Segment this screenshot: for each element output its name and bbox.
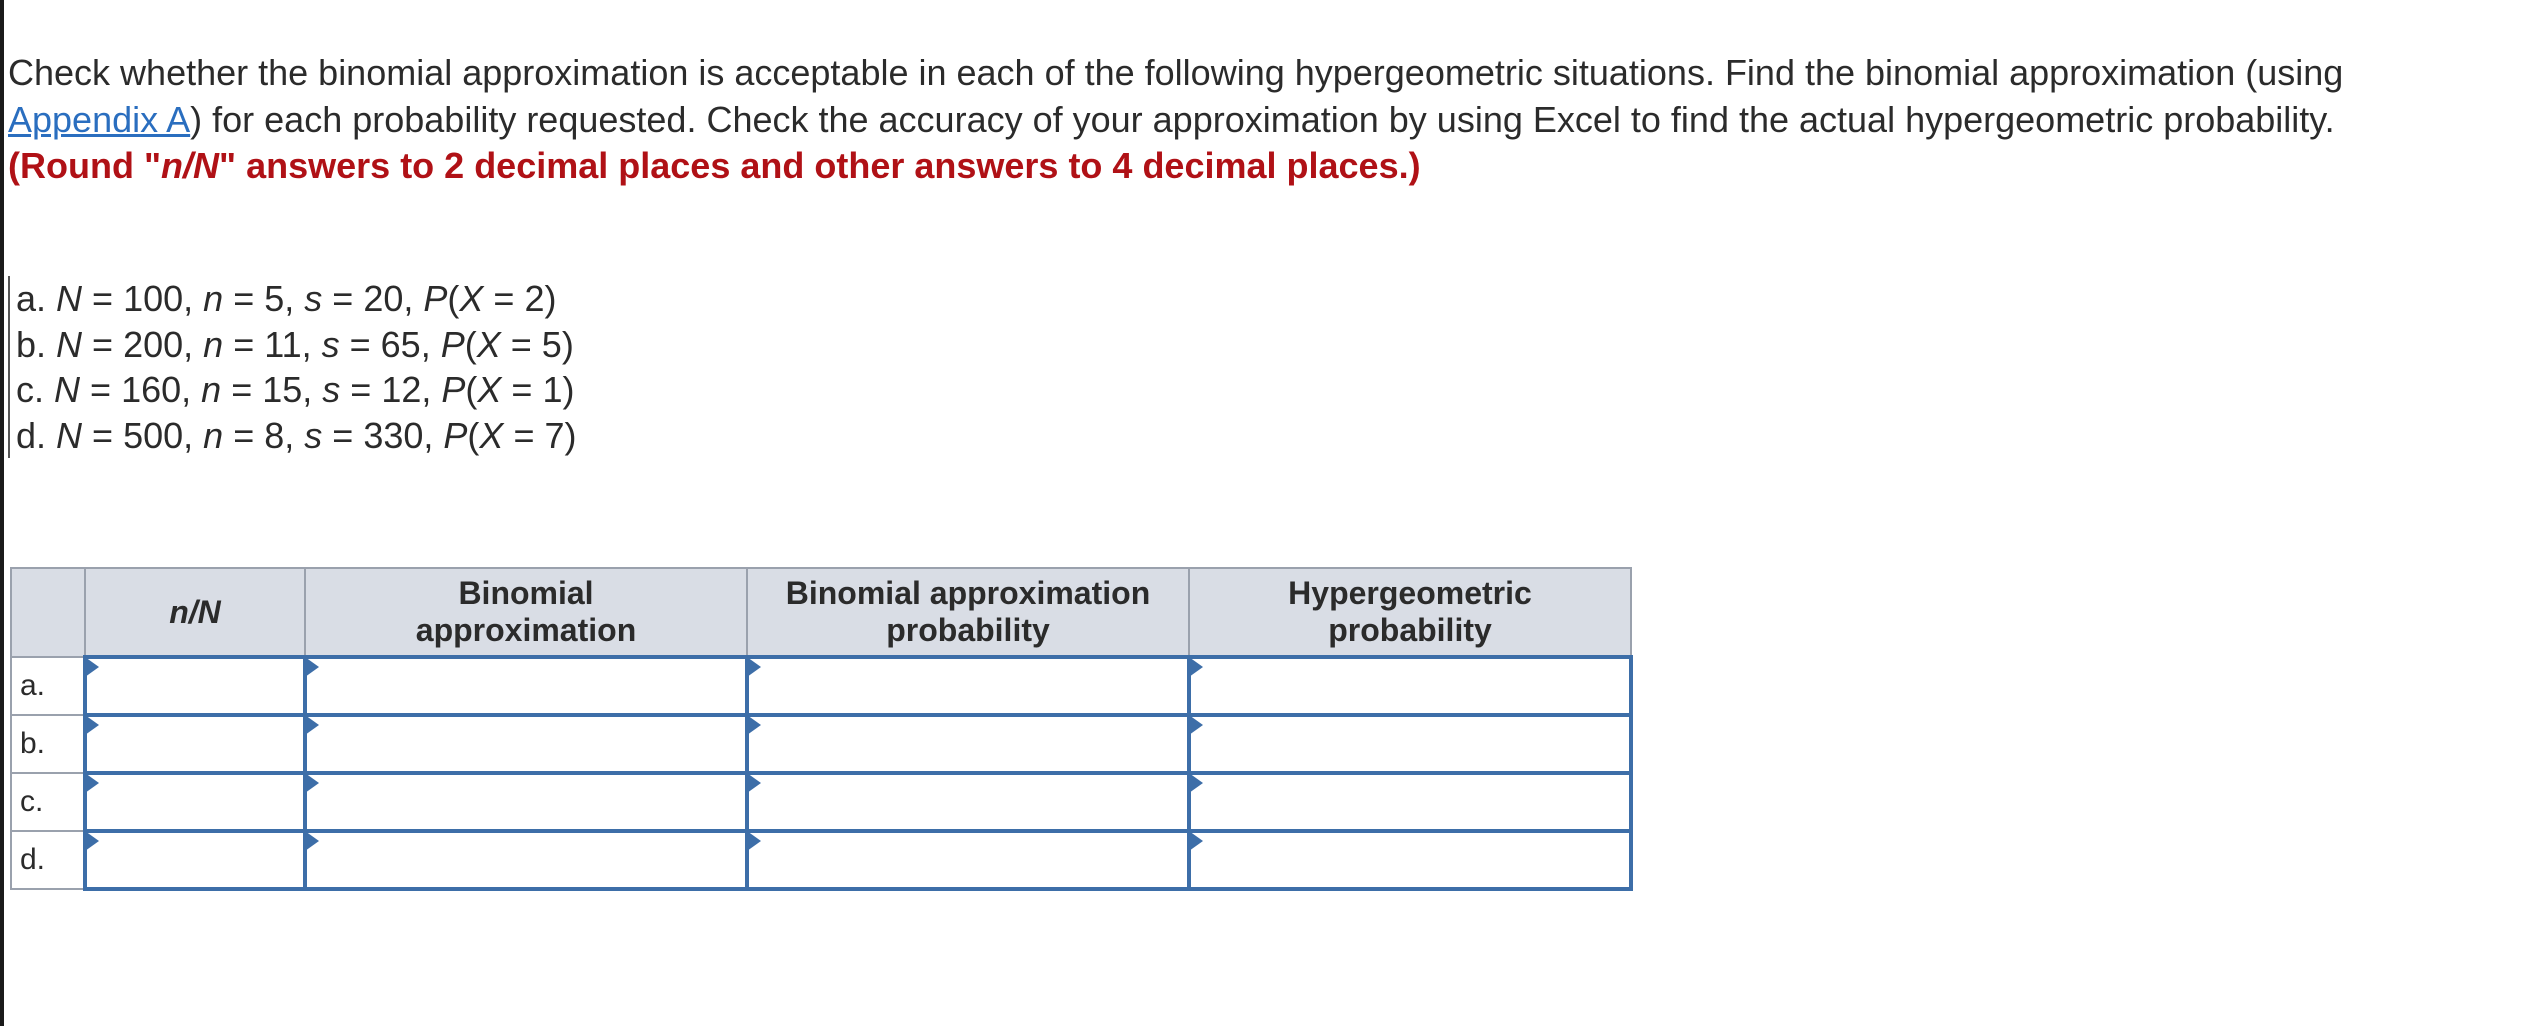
row-label-b: b. (11, 715, 85, 773)
header-hypergeometric-probability: Hypergeometric probability (1189, 568, 1631, 657)
ratio-input-b[interactable] (87, 717, 303, 771)
header-binomial-approximation: Binomial approximation (305, 568, 747, 657)
row-label-c: c. (11, 773, 85, 831)
header-blank (11, 568, 85, 657)
ratio-input-a[interactable] (87, 659, 303, 713)
hypergeometric-input-b[interactable] (1191, 717, 1629, 771)
binomial-probability-input-a[interactable] (749, 659, 1187, 713)
part-a: a. N = 100, n = 5, s = 20, P(X = 2) (16, 278, 557, 319)
header-binomial-approximation-probability: Binomial approximation probability (747, 568, 1189, 657)
binomial-probability-input-c[interactable] (749, 775, 1187, 829)
binomial-input-b[interactable] (307, 717, 745, 771)
hypergeometric-input-d[interactable] (1191, 833, 1629, 887)
ratio-input-d[interactable] (87, 833, 303, 887)
table-row (11, 715, 1631, 773)
binomial-input-d[interactable] (307, 833, 745, 887)
left-border (0, 0, 4, 1026)
ratio-input-c[interactable] (87, 775, 303, 829)
prompt-text-end: ) for each probability requested. Check the accuracy of your approximation by using Excel to find the actual hypergeometric probability. (190, 98, 2335, 140)
rounding-ratio: n/N (161, 145, 220, 186)
table-row (11, 831, 1631, 889)
hypergeometric-input-c[interactable] (1191, 775, 1629, 829)
header-row (11, 568, 1631, 657)
table-row (11, 773, 1631, 831)
question-prompt (8, 50, 2448, 190)
row-label-a: a. (11, 657, 85, 715)
rounding-instruction: (Round "n/N" answers to 2 decimal places and other answers to 4 decimal places.) (8, 145, 1421, 186)
row-label-d: d. (11, 831, 85, 889)
table-row (11, 657, 1631, 715)
binomial-probability-input-d[interactable] (749, 833, 1187, 887)
binomial-input-a[interactable] (307, 659, 745, 713)
prompt-text-start: Check whether the binomial approximation is acceptable in each of the following hypergeometric situations. Find the binomial approximation (using (8, 52, 2344, 93)
part-c: c. N = 160, n = 15, s = 12, P(X = 1) (16, 369, 575, 410)
part-b: b. N = 200, n = 11, s = 65, P(X = 5) (16, 323, 574, 365)
header-ratio: n/N (85, 568, 305, 657)
appendix-a-link[interactable]: Appendix A (8, 98, 191, 140)
parts-list (8, 276, 577, 458)
binomial-input-c[interactable] (307, 775, 745, 829)
hypergeometric-input-a[interactable] (1191, 659, 1629, 713)
binomial-probability-input-b[interactable] (749, 717, 1187, 771)
part-d: d. N = 500, n = 8, s = 330, P(X = 7) (16, 414, 577, 456)
answer-table (10, 567, 1633, 891)
